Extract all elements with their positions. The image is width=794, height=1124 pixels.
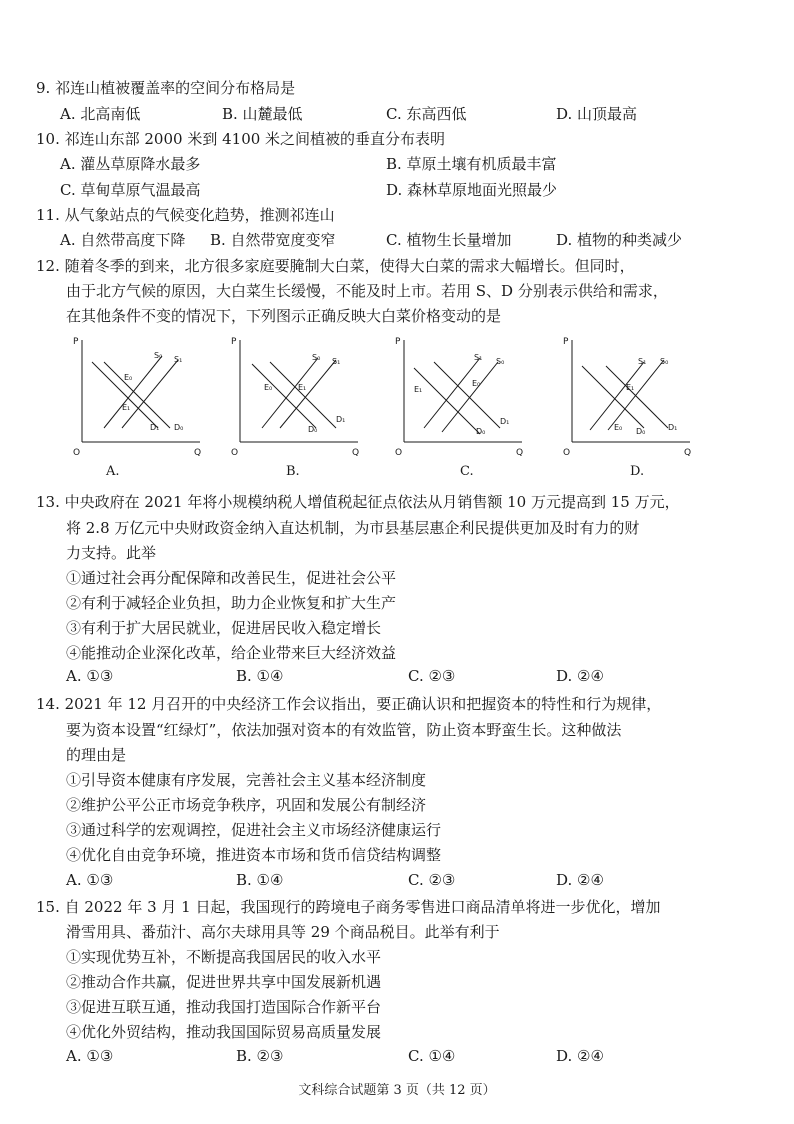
q15-item-3: ③促进互联互通，推动我国打造国际合作新平台: [66, 998, 382, 1016]
graph-c-s0-curve: [442, 362, 498, 432]
graph-c-d0-curve: [414, 368, 480, 434]
q15-option-a: A. ①③: [66, 1047, 114, 1065]
q9-option-b: B. 山麓最低: [222, 105, 303, 123]
q9-option-d: D. 山顶最高: [556, 105, 638, 123]
graph-a-d0-curve: [92, 362, 158, 428]
question-12-stem-line-3: 在其他条件不变的情况下，下列图示正确反映大白菜价格变动的是: [66, 307, 502, 325]
q15-option-b: B. ②③: [236, 1047, 284, 1065]
question-15-stem-line-2: 滑雪用具、番茄汁、高尔夫球用具等 29 个商品税目。此举有利于: [66, 923, 500, 941]
graph-b-label-d0: D₀: [308, 425, 318, 434]
q15-item-4: ④优化外贸结构，推动我国国际贸易高质量发展: [66, 1023, 382, 1041]
graph-b: [228, 332, 363, 462]
graph-c-caption: C.: [460, 464, 474, 479]
graph-b-q-label: Q: [352, 448, 360, 458]
question-14-stem-line-2: 要为资本设置“红绿灯”，依法加强对资本的有效监管，防止资本野蛮生长。这种做法: [66, 721, 622, 739]
q10-option-a: A. 灌丛草原降水最多: [60, 155, 201, 173]
question-13-stem-line-3: 力支持。此举: [66, 544, 157, 562]
graph-a-s0-curve: [104, 356, 162, 428]
q10-option-c: C. 草甸草原气温最高: [60, 181, 201, 199]
graph-c-label-d0: D₀: [476, 427, 486, 436]
graph-d: [560, 332, 695, 462]
question-9-stem: 9. 祁连山植被覆盖率的空间分布格局是: [36, 79, 296, 97]
graph-c-label-d1: D₁: [500, 417, 510, 426]
question-14-stem-line-3: 的理由是: [66, 746, 127, 764]
q14-item-3: ③通过科学的宏观调控，促进社会主义市场经济健康运行: [66, 821, 442, 839]
q14-option-b: B. ①④: [236, 871, 284, 889]
q13-item-3: ③有利于扩大居民就业，促进居民收入稳定增长: [66, 619, 382, 637]
q11-option-c: C. 植物生长量增加: [386, 231, 512, 249]
graph-a-label-s1: S₁: [174, 355, 183, 364]
graph-c-label-s1: S₁: [474, 353, 483, 362]
q14-item-2: ②维护公平公正市场竞争秩序，巩固和发展公有制经济: [66, 796, 427, 814]
graph-c: [392, 332, 527, 462]
question-12-stem-line-2: 由于北方气候的原因，大白菜生长缓慢，不能及时上市。若用 S、D 分别表示供给和需求，: [66, 282, 668, 300]
q14-option-d: D. ②④: [556, 871, 604, 889]
q9-option-c: C. 东高西低: [386, 105, 467, 123]
q9-option-a: A. 北高南低: [60, 105, 141, 123]
graph-b-label-d1: D₁: [336, 415, 346, 424]
graph-d-q-label: Q: [684, 448, 692, 458]
graph-d-caption: D.: [630, 464, 645, 479]
question-13-stem-line-2: 将 2.8 万亿元中央财政资金纳入直达机制，为市县基层惠企利民提供更加及时有力的财: [66, 519, 640, 537]
q10-option-d: D. 森林草原地面光照最少: [386, 181, 558, 199]
graph-b-origin-label: O: [231, 448, 239, 458]
graph-c-label-s0: S₀: [496, 357, 505, 366]
page-footer: 文科综合试题第 3 页（共 12 页）: [298, 1083, 496, 1098]
q15-item-2: ②推动合作共赢，促进世界共享中国发展新机遇: [66, 973, 382, 991]
graph-a-label-d0: D₀: [174, 423, 184, 432]
q14-option-a: A. ①③: [66, 871, 114, 889]
graph-a-d1-curve: [104, 362, 170, 428]
graph-b-label-e1: E₁: [298, 383, 307, 392]
q14-item-1: ①引导资本健康有序发展，完善社会主义基本经济制度: [66, 771, 427, 789]
q13-option-c: C. ②③: [408, 667, 456, 685]
q13-option-b: B. ①④: [236, 667, 284, 685]
graph-c-p-label: P: [395, 337, 401, 347]
graph-d-origin-label: O: [563, 448, 571, 458]
graph-b-s0-curve: [262, 358, 318, 428]
graph-b-p-label: P: [231, 337, 237, 347]
question-10-stem: 10. 祁连山东部 2000 米到 4100 米之间植被的垂直分布表明: [36, 130, 446, 148]
question-13-stem-line-1: 13. 中央政府在 2021 年将小规模纳税人增值税起征点依法从月销售额 10 万元提高到 15 万元，: [36, 493, 680, 511]
graph-c-q-label: Q: [516, 448, 524, 458]
q11-option-a: A. 自然带高度下降: [60, 231, 186, 249]
graph-d-svg: [560, 332, 695, 462]
graph-a-label-e0: E₀: [124, 373, 133, 382]
q14-option-c: C. ②③: [408, 871, 456, 889]
graph-b-caption: B.: [286, 464, 300, 479]
q13-item-4: ④能推动企业深化改革，给企业带来巨大经济效益: [66, 644, 397, 662]
graph-c-s1-curve: [424, 358, 480, 428]
q14-item-4: ④优化自由竞争环境，推进资本市场和货币信贷结构调整: [66, 846, 442, 864]
q13-option-a: A. ①③: [66, 667, 114, 685]
graph-d-label-e1: E₁: [626, 383, 635, 392]
q15-option-c: C. ①④: [408, 1047, 456, 1065]
graph-a-label-s0: S₀: [154, 351, 163, 360]
graph-c-label-e1: E₁: [414, 385, 423, 394]
graph-b-label-s0: S₀: [312, 353, 321, 362]
graph-a-label-d1: D₁: [150, 423, 160, 432]
graph-a-caption: A.: [106, 464, 120, 479]
q11-option-d: D. 植物的种类减少: [556, 231, 683, 249]
graph-b-label-s1: S₁: [332, 357, 341, 366]
graph-a-svg: [70, 332, 205, 462]
q13-option-d: D. ②④: [556, 667, 604, 685]
q10-option-b: B. 草原土壤有机质最丰富: [386, 155, 557, 173]
question-12-stem-line-1: 12. 随着冬季的到来，北方很多家庭要腌制大白菜，使得大白菜的需求大幅增长。但同时，: [36, 257, 635, 275]
graph-a-p-label: P: [73, 337, 79, 347]
graph-d-p-label: P: [563, 337, 569, 347]
graph-c-svg: [392, 332, 527, 462]
graph-b-svg: [228, 332, 363, 462]
question-11-stem: 11. 从气象站点的气候变化趋势，推测祁连山: [36, 206, 335, 224]
question-15-stem-line-1: 15. 自 2022 年 3 月 1 日起，我国现行的跨境电子商务零售进口商品清单将进一步优化，增加: [36, 898, 661, 916]
q13-item-1: ①通过社会再分配保障和改善民生，促进社会公平: [66, 569, 397, 587]
graph-d-label-d0: D₀: [636, 427, 646, 436]
graph-a: [70, 332, 205, 462]
graph-d-label-s1: S₁: [638, 357, 647, 366]
q15-item-1: ①实现优势互补，不断提高我国居民的收入水平: [66, 948, 382, 966]
graph-d-label-e0: E₀: [614, 423, 623, 432]
graph-a-origin-label: O: [73, 448, 81, 458]
graph-d-d1-curve: [606, 366, 668, 428]
q13-item-2: ②有利于减轻企业负担，助力企业恢复和扩大生产: [66, 594, 397, 612]
graph-a-label-e1: E₁: [122, 403, 131, 412]
graph-a-q-label: Q: [194, 448, 202, 458]
graph-c-label-e0: E₀: [472, 379, 481, 388]
graph-b-label-e0: E₀: [264, 383, 273, 392]
q11-option-b: B. 自然带宽度变窄: [210, 231, 336, 249]
graph-d-label-s0: S₀: [660, 357, 669, 366]
graph-c-origin-label: O: [395, 448, 403, 458]
graph-d-label-d1: D₁: [668, 423, 678, 432]
q15-option-d: D. ②④: [556, 1047, 604, 1065]
question-14-stem-line-1: 14. 2021 年 12 月召开的中央经济工作会议指出，要正确认识和把握资本的特性和行为规律，: [36, 695, 662, 713]
